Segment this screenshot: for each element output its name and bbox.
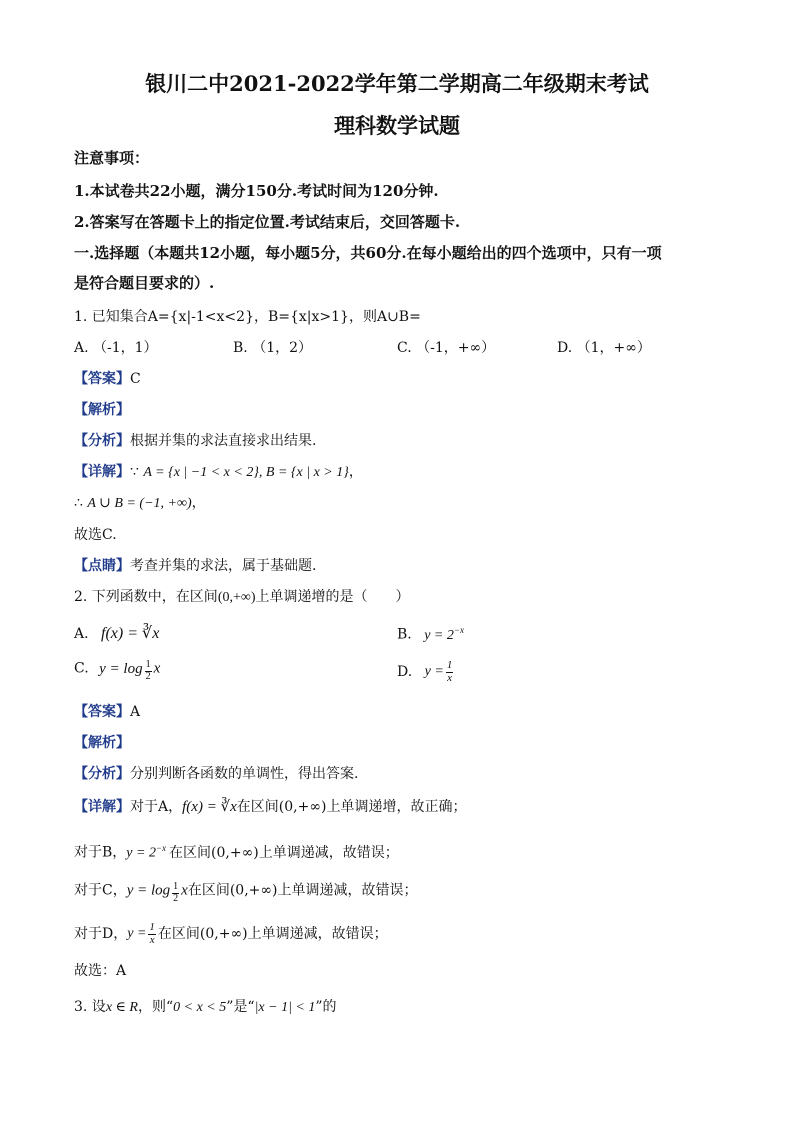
- q3-formula-1: x ∈ R: [105, 1000, 138, 1015]
- q2-xiangjie-line: [74, 800, 466, 815]
- q2-line-d-fraction: [148, 922, 156, 946]
- q2-answer: A: [130, 704, 141, 720]
- q2-analysis-tag: 【解析】: [74, 735, 130, 751]
- notice-item-2: 2.答案写在答题卡上的指定位置.考试结束后，交回答题卡.: [74, 213, 461, 231]
- q1-dianjing-line: [74, 559, 316, 573]
- q1-union-formula: A ∪ B = (−1, +∞): [87, 496, 192, 511]
- q2-line-c-log: y = log: [126, 882, 171, 899]
- q2-line-c-var: x: [181, 882, 188, 899]
- q2-interval: (0,+∞): [217, 590, 256, 605]
- therefore-symbol: ∴: [74, 495, 83, 511]
- fenxi-tag: 【分析】: [74, 433, 130, 449]
- comma: ，: [348, 464, 363, 480]
- q2-conclusion: 故选：A: [74, 963, 127, 979]
- q3-formula-3: |x − 1| < 1: [254, 1000, 316, 1015]
- q1-answer: C: [130, 371, 141, 387]
- q2-option-a-formula: f(x) = ∛x: [101, 625, 160, 642]
- xiangjie-tag: 【详解】: [74, 464, 130, 480]
- q2-stem-part-b: 上单调递增的是（ ）: [255, 589, 410, 605]
- q2-line-b-base: y = 2: [126, 845, 156, 861]
- q1-analysis-tag: 【解析】: [74, 402, 130, 418]
- q1-option-d: D. （1，+∞）: [557, 340, 651, 356]
- section-heading-line1: 一.选择题（本题共12小题，每小题5分，共60分.在每小题给出的四个选项中，只有一项: [74, 244, 662, 262]
- fraction-numerator: 1: [149, 921, 155, 933]
- fraction-denominator: x: [447, 671, 452, 684]
- q3-stem: [74, 1000, 337, 1015]
- q2-option-c-base-fraction: [145, 660, 152, 682]
- q2-line-c-suffix: 在区间(0,+∞)上单调递减，故错误；: [187, 882, 418, 899]
- option-label: D.: [397, 664, 413, 681]
- q2-line-b: [74, 844, 399, 861]
- q3-formula-2: 0 < x < 5: [173, 1000, 227, 1015]
- q2-line-d-lhs: y =: [127, 926, 147, 942]
- comma: ，: [191, 495, 206, 511]
- q2-line-d: [74, 922, 388, 946]
- q1-stem: 1. 已知集合A={x|-1<x<2}，B={x|x>1}，则A∪B=: [74, 309, 421, 325]
- fraction-numerator: 1: [173, 881, 179, 892]
- exam-title: 银川二中2021-2022学年第二学期高二年级期末考试: [145, 71, 649, 96]
- q2-line-b-prefix: 对于B，: [74, 844, 127, 861]
- q2-option-c-log: y = log: [99, 660, 143, 677]
- answer-tag: 【答案】: [74, 371, 130, 387]
- fraction-denominator: 2: [145, 670, 151, 682]
- notice-heading: 注意事项：: [74, 149, 150, 167]
- q2-line-a-prefix: 对于A，: [130, 799, 183, 815]
- q1-conclusion: 故选C.: [74, 527, 117, 543]
- q2-line-b-exponent: −x: [155, 843, 167, 853]
- option-label: C.: [74, 660, 89, 677]
- q2-stem: [74, 590, 410, 605]
- q3-stem-part-a: 3. 设: [74, 999, 106, 1015]
- q1-fenxi-line: [74, 434, 316, 448]
- section-heading-line2: 是符合题目要求的）.: [74, 274, 215, 292]
- q3-stem-part-d: ”的: [315, 999, 337, 1015]
- q1-dianjing: 考查并集的求法，属于基础题.: [130, 558, 317, 574]
- fenxi-tag: 【分析】: [74, 766, 130, 782]
- dianjing-tag: 【点睛】: [74, 558, 130, 574]
- because-symbol: ∵: [130, 464, 139, 480]
- q2-stem-part-a: 2. 下列函数中，在区间: [74, 589, 218, 605]
- q2-option-c: [74, 660, 160, 682]
- fraction-numerator: 1: [446, 659, 453, 671]
- option-label: B.: [397, 626, 412, 643]
- q1-sets-formula: A = {x | −1 < x < 2}, B = {x | x > 1}: [143, 465, 349, 480]
- q2-option-d-fraction: [446, 660, 454, 684]
- q1-option-a: A. （-1，1）: [74, 340, 158, 356]
- xiangjie-tag: 【详解】: [74, 799, 130, 815]
- fraction-numerator: 1: [145, 659, 151, 670]
- q2-option-b: [397, 626, 464, 643]
- q2-fenxi-line: [74, 767, 358, 781]
- fraction-denominator: 2: [173, 892, 179, 904]
- q1-option-c: C. （-1，+∞）: [397, 340, 496, 356]
- q2-option-d-lhs: y =: [424, 664, 444, 680]
- q2-line-c-base-fraction: [172, 882, 179, 904]
- q2-line-d-prefix: 对于D，: [74, 926, 128, 943]
- q2-fenxi: 分别判断各函数的单调性，得出答案.: [130, 766, 359, 782]
- notice-item-1: 1.本试卷共22小题，满分150分.考试时间为120分钟.: [74, 182, 439, 200]
- q1-fenxi: 根据并集的求法直接求出结果.: [130, 433, 317, 449]
- q2-line-a-formula: f(x) = ∛x: [182, 799, 237, 815]
- q1-answer-line: [74, 372, 141, 386]
- q2-line-c: [74, 882, 418, 904]
- q3-stem-part-c: ”是“: [226, 999, 255, 1015]
- q1-option-b: B. （1，2）: [233, 340, 313, 356]
- q2-line-d-suffix: 在区间(0,+∞)上单调递减，故错误；: [157, 926, 388, 943]
- fraction-denominator: x: [149, 933, 155, 946]
- q2-option-b-exponent: −x: [453, 625, 464, 635]
- q2-line-b-suffix: 在区间(0,+∞)上单调递减，故错误；: [169, 844, 399, 861]
- q2-line-c-prefix: 对于C，: [74, 882, 127, 899]
- q1-therefore-line: [74, 496, 206, 511]
- option-label: A.: [74, 626, 89, 642]
- q3-stem-part-b: ，则“: [137, 999, 174, 1015]
- answer-tag: 【答案】: [74, 704, 130, 720]
- q2-answer-line: [74, 705, 140, 719]
- exam-subtitle: 理科数学试题: [334, 113, 460, 138]
- q2-option-a: [74, 626, 159, 642]
- q2-line-a-suffix: 在区间(0,+∞)上单调递增，故正确；: [236, 799, 467, 815]
- q2-option-b-base: y = 2: [424, 627, 454, 643]
- q2-option-c-var: x: [153, 660, 161, 677]
- q1-xiangjie-line: [74, 465, 363, 480]
- q2-option-d: [397, 660, 455, 684]
